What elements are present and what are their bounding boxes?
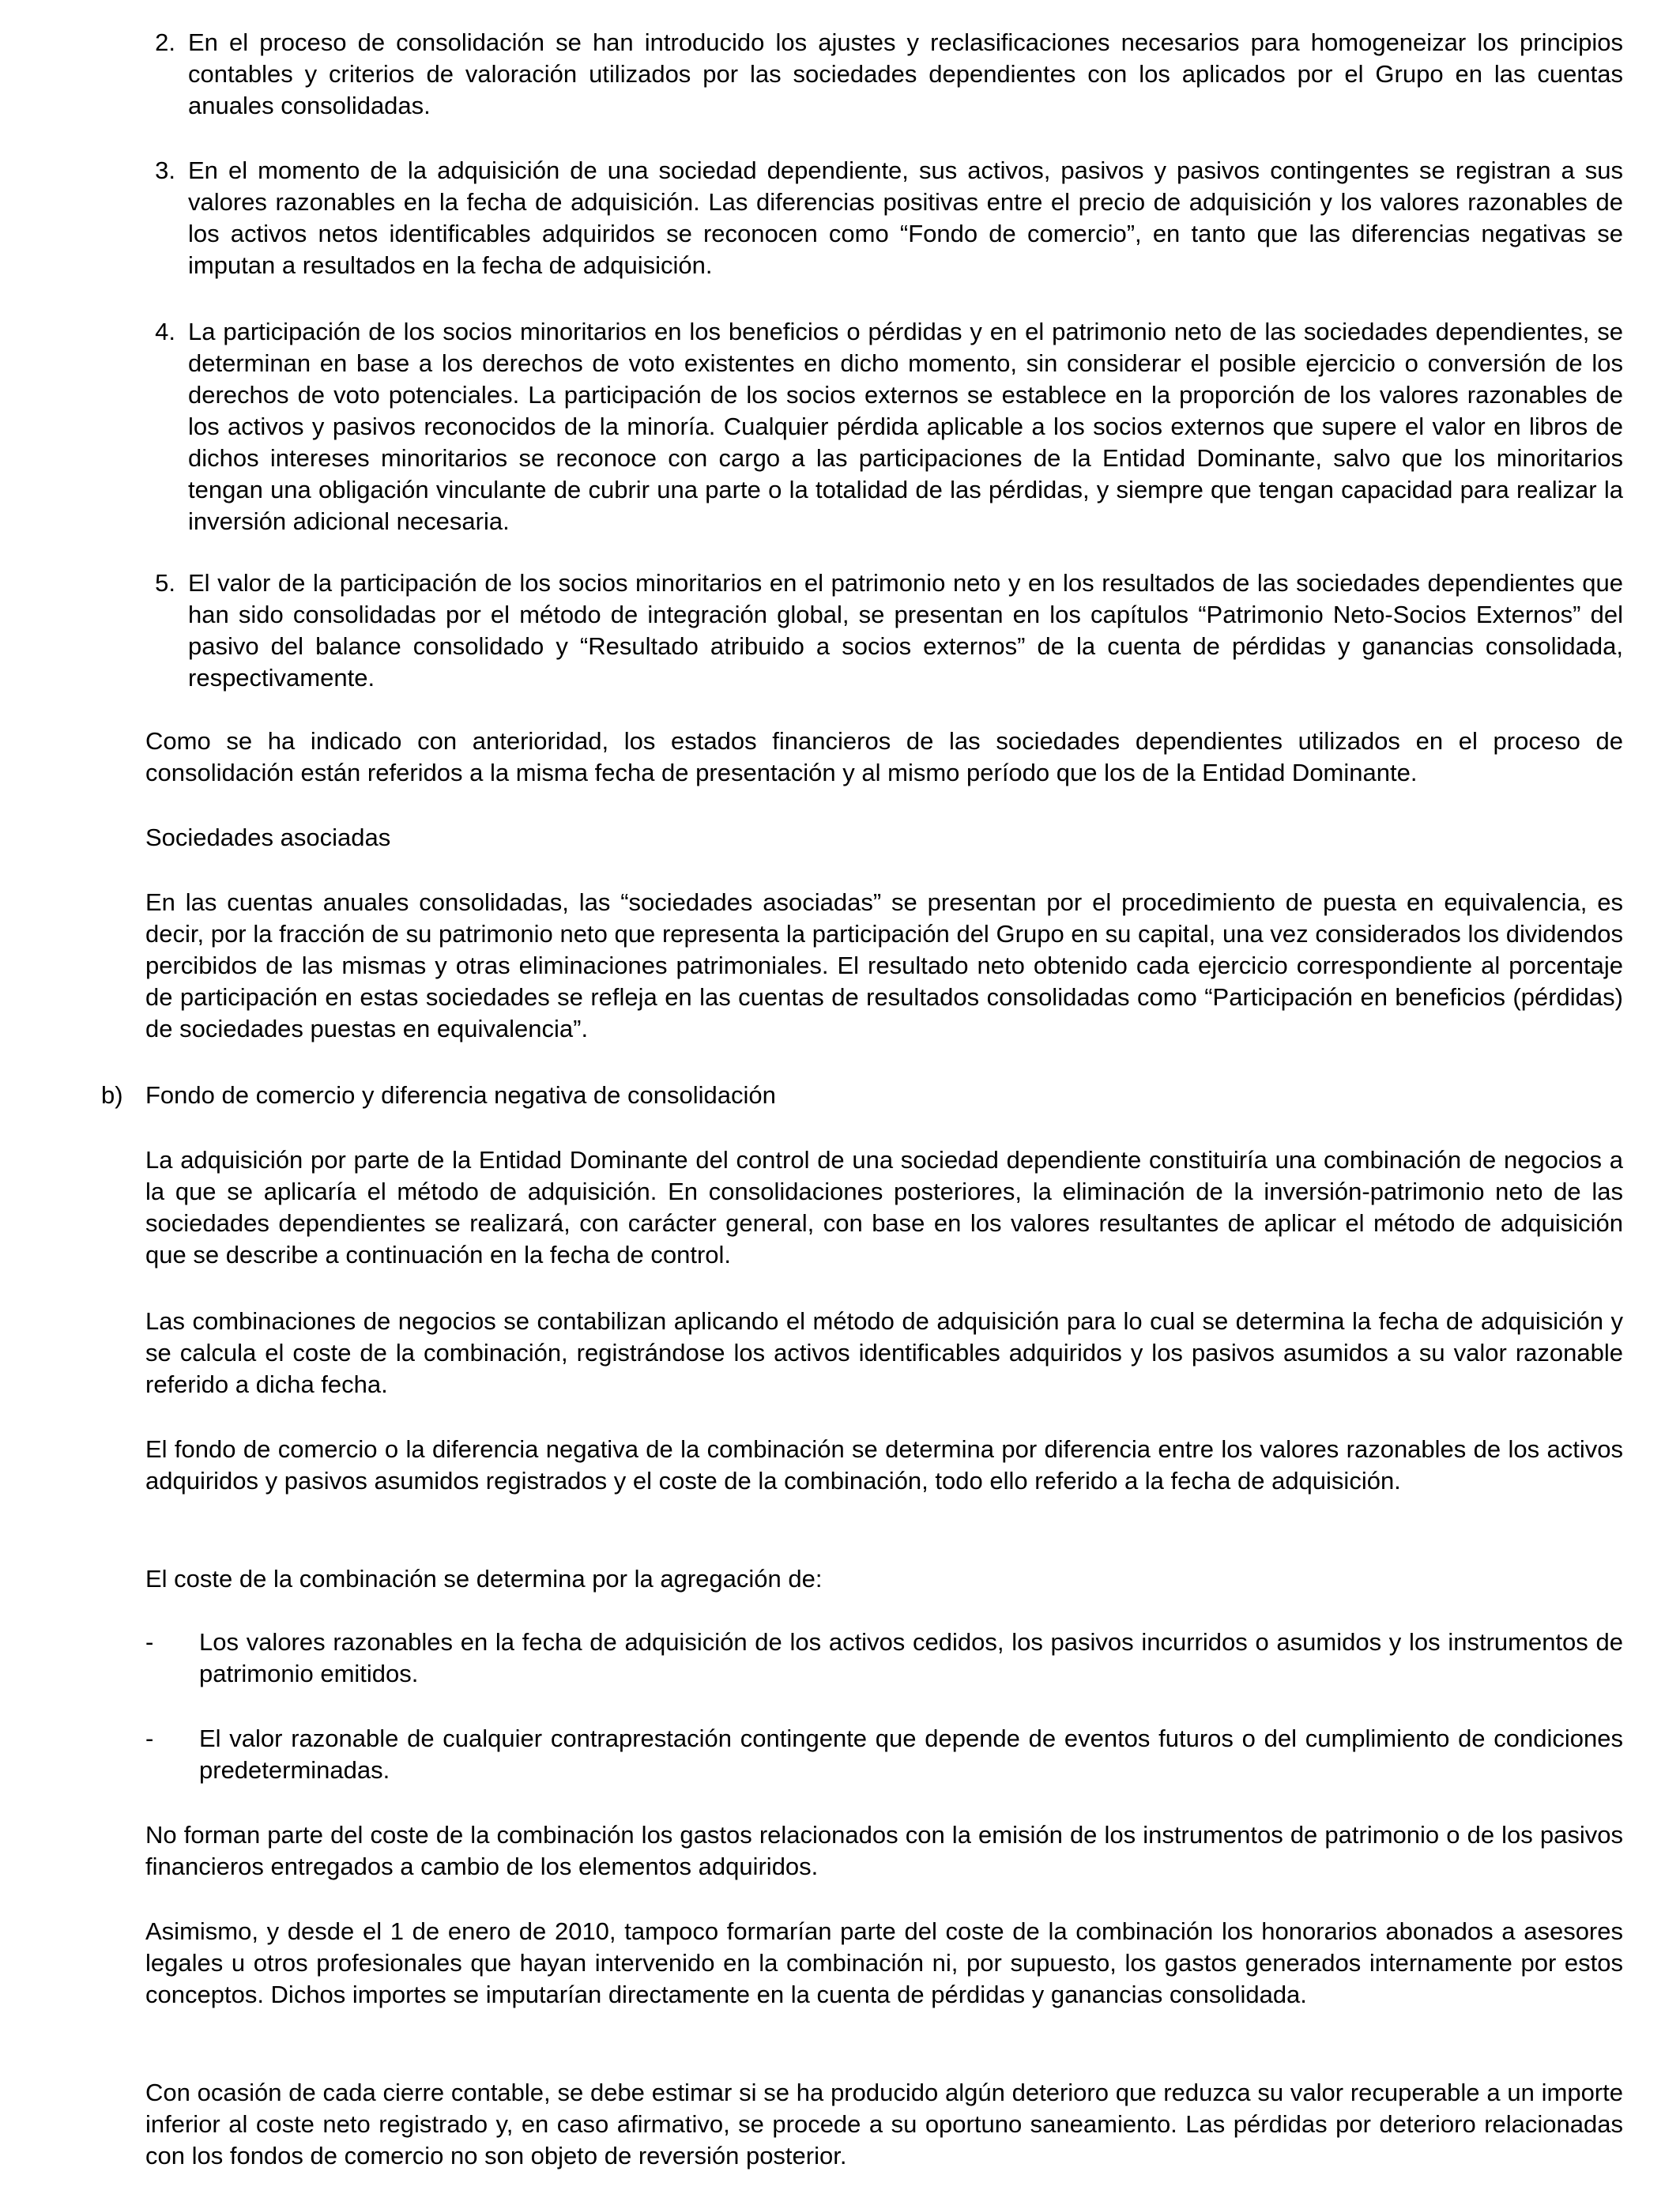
item-number: 4. (155, 318, 175, 345)
dash-text: Los valores razonables en la fecha de adquisición de los activos cedidos, los pasivos incurridos o asumidos y los instrumentos de patrimonio emitidos. (199, 1628, 1623, 1687)
item-number: 2. (155, 28, 175, 56)
dash-marker: - (145, 1725, 154, 1752)
paragraph-b3: El fondo de comercio o la diferencia negativa de la combinación se determina por diferencia entre los valores razonables de los activos adquiridos y pasivos asumidos registrados y el coste de la combinación, todo ello referido a la fecha de adquisición. (145, 1435, 1623, 1495)
item-text: En el proceso de consolidación se han introducido los ajustes y reclasificaciones necesarios para homogeneizar los principios contables y criterios de valoración utilizados por las sociedades dependientes con los aplicados por el Grupo en las cuentas anuales consolidadas. (188, 28, 1623, 119)
paragraph-consolidation-dates: Como se ha indicado con anterioridad, los estados financieros de las sociedades dependientes utilizados en el proceso de consolidación están referidos a la misma fecha de presentación y al mismo período que los de la Entidad Dominante. (145, 727, 1623, 786)
numbered-item-4 (155, 316, 1623, 537)
paragraph-b6: Asimismo, y desde el 1 de enero de 2010, tampoco formarían parte del coste de la combinación los honorarios abonados a asesores legales u otros profesionales que hayan intervenido en la combinación ni, por supuesto, los gastos generados internamente por estos conceptos. Dichos importes se imputarían directamente en la cuenta de pérdidas y ganancias consolidada. (145, 1917, 1623, 2008)
section-marker: b) (101, 1081, 123, 1109)
paragraph-sociedades-asociadas: En las cuentas anuales consolidadas, las “sociedades asociadas” se presentan por el procedimiento de puesta en equivalencia, es decir, por la fracción de su patrimonio neto que representa la participación del Grupo en su capital, una vez considerados los dividendos percibidos de las mismas y otras eliminaciones patrimoniales. El resultado neto obtenido cada ejercicio correspondiente al porcentaje de participación en estas sociedades se refleja en las cuentas de resultados consolidadas como “Participación en beneficios (pérdidas) de sociedades puestas en equivalencia”. (145, 888, 1623, 1042)
dash-item-2 (145, 1723, 1623, 1786)
dash-text: El valor razonable de cualquier contraprestación contingente que depende de eventos futuros o del cumplimiento de condiciones predeterminadas. (199, 1725, 1623, 1784)
section-b-heading (101, 1080, 1623, 1111)
dash-marker: - (145, 1628, 154, 1656)
item-number: 5. (155, 569, 175, 597)
paragraph-b2: Las combinaciones de negocios se contabilizan aplicando el método de adquisición para lo cual se determina la fecha de adquisición y se calcula el coste de la combinación, registrándose los activos identificables adquiridos y los pasivos asumidos a su valor razonable referido a dicha fecha. (145, 1307, 1623, 1398)
paragraph-b4: El coste de la combinación se determina por la agregación de: (145, 1565, 823, 1593)
paragraph-b5: No forman parte del coste de la combinación los gastos relacionados con la emisión de los instrumentos de patrimonio o de los pasivos financieros entregados a cambio de los elementos adquiridos. (145, 1821, 1623, 1880)
numbered-item-5 (155, 567, 1623, 694)
item-text: En el momento de la adquisición de una sociedad dependiente, sus activos, pasivos y pasivos contingentes se registran a sus valores razonables en la fecha de adquisición. Las diferencias positivas entre el precio de adquisición y los valores razonables de los activos netos identificables adquiridos se reconocen como “Fondo de comercio”, en tanto que las diferencias negativas se imputan a resultados en la fecha de adquisición. (188, 156, 1623, 279)
heading-sociedades-asociadas: Sociedades asociadas (145, 824, 391, 851)
item-number: 3. (155, 156, 175, 184)
numbered-item-3 (155, 155, 1623, 281)
paragraph-b1: La adquisición por parte de la Entidad Dominante del control de una sociedad dependiente constituiría una combinación de negocios a la que se aplicaría el método de adquisición. En consolidaciones posteriores, la eliminación de la inversión-patrimonio neto de las sociedades dependientes se realizará, con carácter general, con base en los valores resultantes de aplicar el método de adquisición que se describe a continuación en la fecha de control. (145, 1146, 1623, 1269)
numbered-item-2 (155, 27, 1623, 122)
item-text: La participación de los socios minoritarios en los beneficios o pérdidas y en el patrimonio neto de las sociedades dependientes, se determinan en base a los derechos de voto existentes en dicho momento, sin considerar el posible ejercicio o conversión de los derechos de voto potenciales. La participación de los socios externos se establece en la proporción de los valores razonables de los activos y pasivos reconocidos de la minoría. Cualquier pérdida aplicable a los socios externos que supere el valor en libros de dichos intereses minoritarios se reconoce con cargo a las participaciones de la Entidad Dominante, salvo que los minoritarios tengan una obligación vinculante de cubrir una parte o la totalidad de las pérdidas, y siempre que tengan capacidad para realizar la inversión adicional necesaria. (188, 318, 1623, 535)
dash-item-1 (145, 1627, 1623, 1690)
section-title: Fondo de comercio y diferencia negativa de consolidación (145, 1081, 776, 1109)
item-text: El valor de la participación de los socios minoritarios en el patrimonio neto y en los resultados de las sociedades dependientes que han sido consolidadas por el método de integración global, se presentan en los capítulos “Patrimonio Neto-Socios Externos” del pasivo del balance consolidado y “Resultado atribuido a socios externos” de la cuenta de pérdidas y ganancias consolidada, respectivamente. (188, 569, 1623, 692)
paragraph-b7: Con ocasión de cada cierre contable, se debe estimar si se ha producido algún deterioro que reduzca su valor recuperable a un importe inferior al coste neto registrado y, en caso afirmativo, se procede a su oportuno saneamiento. Las pérdidas por deterioro relacionadas con los fondos de comercio no son objeto de reversión posterior. (145, 2079, 1623, 2169)
